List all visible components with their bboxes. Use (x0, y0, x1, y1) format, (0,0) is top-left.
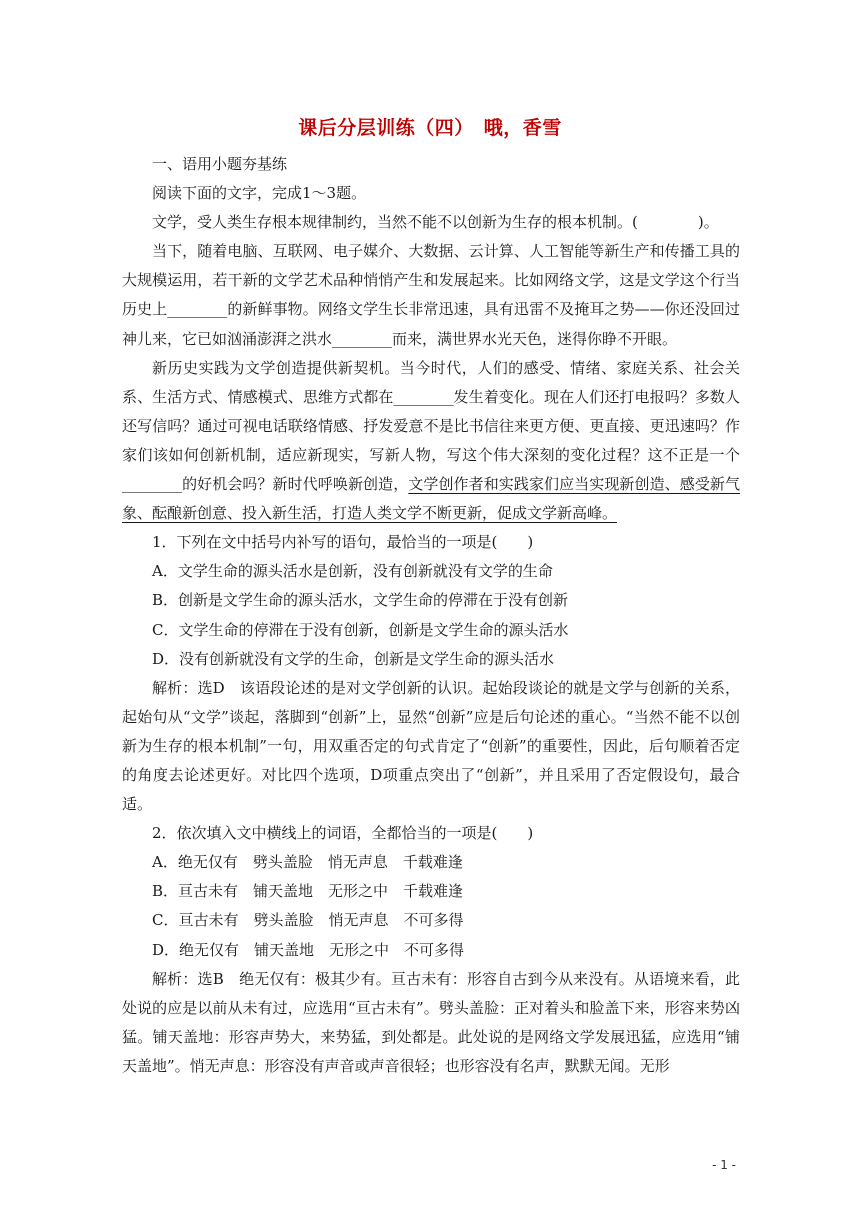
question-2-option-b: B．亘古未有 铺天盖地 无形之中 千载难逢 (152, 882, 464, 901)
question-1-option-c: C．文学生命的停滞在于没有创新，创新是文学生命的源头活水 (152, 620, 569, 639)
question-2-analysis: 解析：选B 绝无仅有：极其少有。亘古未有：形容自古到今从来没有。从语境来看，此处说的应是以前从未有过，应选用“亘古未有”。劈头盖脸：正对着头和脸盖下来，形容来势凶猛。铺天盖地：形容声势大，来势猛，到处都是。此处说的是网络文学发展迅猛，应选用“铺天盖地”。悄无声息：形容没有声音或声音很轻；也形容没有名声，默默无闻。无形 (122, 969, 740, 1075)
question-2-option-c: C．亘古未有 劈头盖脸 悄无声息 不可多得 (152, 911, 464, 930)
passage-paragraph-3-text: 新历史实践为文学创造提供新契机。当今时代，人们的感受、情绪、家庭关系、社会关系、生活方式、情感模式、思维方式都在________发生着变化。现在人们还打电报吗？多数人还写信吗？通过可视电话联络情感、抒发爱意不是比书信往来更方便、更直接、更迅速吗？作家们该如何创新机制，适应新现实，写新人物，写这个伟大深刻的变化过程？这不正是一个________的好机会吗？新时代呼唤新创造， (122, 358, 740, 494)
question-2-option-a: A．绝无仅有 劈头盖脸 悄无声息 千载难逢 (152, 853, 463, 872)
passage-paragraph-3 (122, 354, 740, 529)
page-number: - 1 - (712, 1158, 736, 1172)
question-1-stem: 1．下列在文中括号内补写的语句，最恰当的一项是( ) (152, 533, 534, 552)
passage-paragraph-2: 当下，随着电脑、互联网、电子媒介、大数据、云计算、人工智能等新生产和传播工具的大规模运用，若干新的文学艺术品种悄悄产生和发展起来。比如网络文学，这是文学这个行当历史上________的新鲜事物。网络文学生长非常迅速，具有迅雷不及掩耳之势——你还没回过神儿来，它已如汹涌澎湃之洪水________而来，满世界水光天色，迷得你睁不开眼。 (122, 242, 740, 348)
instruction-text: 阅读下面的文字，完成1～3题。 (152, 184, 367, 203)
section-heading: 一、语用小题夯基练 (152, 155, 288, 173)
question-1-option-d: D．没有创新就没有文学的生命，创新是文学生命的源头活水 (152, 649, 555, 668)
page-title: 课后分层训练（四） 哦，香雪 (298, 117, 562, 139)
document-body (122, 150, 740, 1081)
question-1-option-a: A．文学生命的源头活水是创新，没有创新就没有文学的生命 (152, 562, 553, 581)
question-1-analysis: 解析：选D 该语段论述的是对文学创新的认识。起始段谈论的就是文学与创新的关系，起始句从“文学”谈起，落脚到“创新”上，显然“创新”应是后句论述的重心。“当然不能不以创新为生存的根本机制”一句，用双重否定的句式肯定了“创新”的重要性，因此，后句顺着否定的角度去论述更好。对比四个选项，D项重点突出了“创新”，并且采用了否定假设句，最合适。 (122, 678, 740, 814)
question-2-stem: 2．依次填入文中横线上的词语，全都恰当的一项是( ) (152, 824, 534, 843)
underlined-sentence: 文学创作者和实践家们应当实现新创造、感受新气象、酝酿新创意、投入新生活，打造人类文学不断更新，促成文学新高峰。 (122, 475, 740, 523)
passage-paragraph-1: 文学，受人类生存根本规律制约，当然不能不以创新为生存的根本机制。( )。 (152, 213, 719, 232)
question-2-option-d: D．绝无仅有 铺天盖地 无形之中 不可多得 (152, 940, 465, 959)
question-1-option-b: B．创新是文学生命的源头活水，文学生命的停滞在于没有创新 (152, 591, 569, 610)
